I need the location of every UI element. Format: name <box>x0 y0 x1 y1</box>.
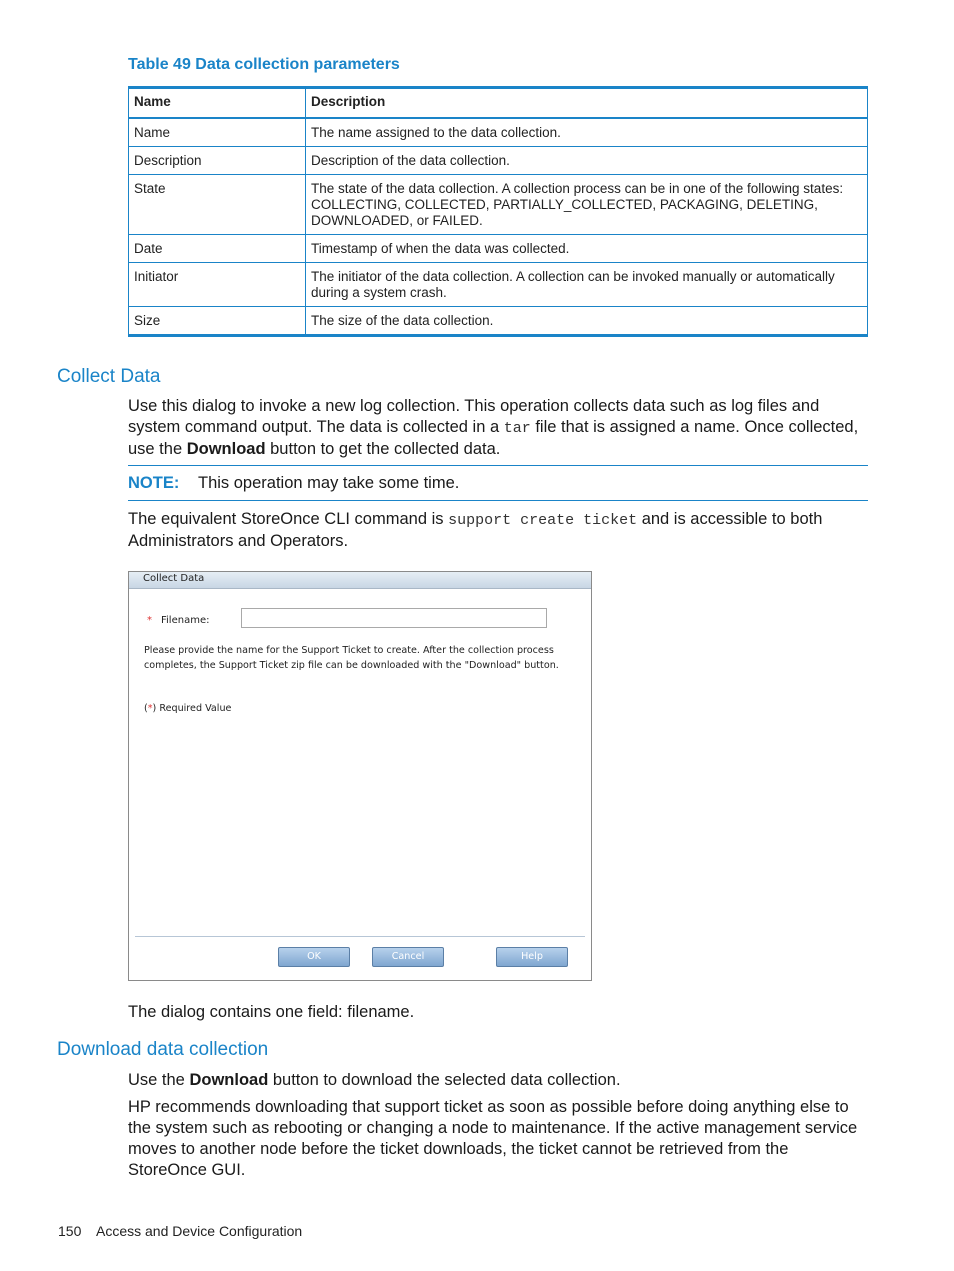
note-box <box>128 465 868 501</box>
code-cli-command: support create ticket <box>448 512 638 529</box>
table-cell-description: Description of the data collection. <box>306 147 868 175</box>
text-span: The equivalent StoreOnce CLI command is <box>128 510 449 528</box>
bold-download: Download <box>186 440 266 458</box>
table-cell-name: Initiator <box>129 263 306 307</box>
table-row <box>129 118 868 147</box>
dialog-title: Collect Data <box>143 573 205 584</box>
table-header-row <box>129 88 868 119</box>
table-row <box>129 307 868 336</box>
cli-command-paragraph <box>128 509 870 552</box>
text-span: Use the <box>128 1071 190 1089</box>
table-cell-description: The initiator of the data collection. A collection can be invoked manually or automatically during a system crash. <box>306 263 868 307</box>
filename-label: Filename: <box>161 615 210 626</box>
table-cell-description: Timestamp of when the data was collected. <box>306 235 868 263</box>
code-tar: tar <box>503 420 531 437</box>
text-span: and is accessible to both Administrators and Operators. <box>128 510 823 550</box>
table-cell-name: Name <box>129 118 306 147</box>
cancel-button[interactable]: Cancel <box>372 947 444 967</box>
collect-data-dialog <box>128 571 592 981</box>
note-text: This operation may take some time. <box>198 474 460 492</box>
collect-data-heading: Collect Data <box>57 366 161 387</box>
text-span: file that is assigned a name. Once collected, use the <box>128 418 859 458</box>
required-asterisk: * <box>147 703 153 714</box>
table-cell-name: State <box>129 175 306 235</box>
download-paragraph-2: HP recommends downloading that support ticket as soon as possible before doing anything else to the system such as rebooting or changing a node to maintenance. If the active management service moves to another node before the ticket downloads, the ticket cannot be retrieved from the StoreOnce GUI. <box>128 1098 858 1179</box>
help-button[interactable]: Help <box>496 947 568 967</box>
filename-input[interactable] <box>241 608 547 628</box>
text-span: ( <box>144 703 148 714</box>
data-collection-parameters-table <box>128 86 868 337</box>
required-value-note <box>144 703 231 714</box>
dialog-separator <box>135 936 585 937</box>
download-data-heading: Download data collection <box>57 1039 269 1060</box>
table-cell-name: Description <box>129 147 306 175</box>
required-asterisk: * <box>147 615 152 626</box>
table-cell-description: The size of the data collection. <box>306 307 868 336</box>
table-caption: Table 49 Data collection parameters <box>128 56 400 73</box>
text-span: ) Required Value <box>152 703 232 714</box>
column-header-name: Name <box>129 88 306 119</box>
table-row <box>129 175 868 235</box>
dialog-description: The dialog contains one field: filename. <box>128 1003 415 1021</box>
page-number: 150 <box>58 1223 82 1239</box>
footer-section-title: Access and Device Configuration <box>96 1223 303 1239</box>
download-paragraph-1 <box>128 1070 870 1091</box>
dialog-titlebar <box>129 572 591 589</box>
text-span: button to download the selected data collection. <box>268 1071 621 1089</box>
text-span: Use this dialog to invoke a new log collection. This operation collects data such as log files and system command output. The data is collected in a <box>128 397 820 436</box>
table-cell-description: The name assigned to the data collection. <box>306 118 868 147</box>
column-header-description: Description <box>306 88 868 119</box>
text-span: button to get the collected data. <box>265 440 501 458</box>
collect-data-paragraph <box>128 396 870 460</box>
table-cell-description: The state of the data collection. A collection process can be in one of the following states: COLLECTING, COLLECTED, PARTIALLY_COLLECTED, PACKAGING, DELETING, DOWNLOADED, or FAILED. <box>306 175 868 235</box>
bold-download: Download <box>189 1071 269 1089</box>
table-cell-name: Size <box>129 307 306 336</box>
ok-button[interactable]: OK <box>278 947 350 967</box>
table-cell-name: Date <box>129 235 306 263</box>
note-label: NOTE: <box>128 474 180 492</box>
table-row <box>129 147 868 175</box>
table-row <box>129 235 868 263</box>
dialog-help-text: Please provide the name for the Support Ticket to create. After the collection process completes, the Support Ticket zip file can be downloaded with the "Download" button. <box>144 645 559 671</box>
table-row <box>129 263 868 307</box>
